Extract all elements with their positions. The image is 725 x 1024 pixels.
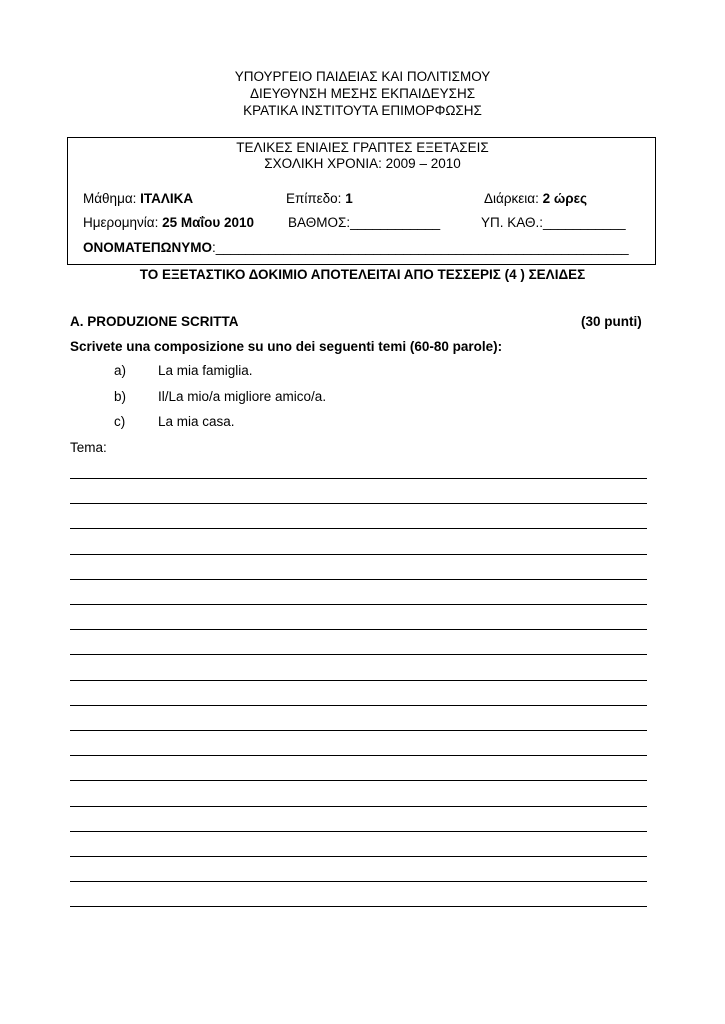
ministry-heading: ΥΠΟΥΡΓΕΙΟ ΠΑΙΔΕΙΑΣ ΚΑΙ ΠΟΛΙΤΙΣΜΟΥ <box>234 69 491 84</box>
school-year: ΣΧΟΛΙΚΗ ΧΡΟΝΙΑ: 2009 – 2010 <box>264 156 461 171</box>
answer-line <box>70 730 647 731</box>
answer-line <box>70 755 647 756</box>
answer-line <box>70 780 647 781</box>
exam-title: ΤΕΛΙΚΕΣ ΕΝΙΑΙΕΣ ΓΡΑΠΤΕΣ ΕΞΕΤΑΣΕΙΣ <box>236 140 489 155</box>
answer-line <box>70 881 647 882</box>
answer-line <box>70 705 647 706</box>
level-label: Επίπεδο: <box>286 191 346 206</box>
date-value: 25 Μαΐου 2010 <box>162 215 255 230</box>
answer-line <box>70 528 647 529</box>
answer-line <box>70 503 647 504</box>
date-field <box>83 215 254 231</box>
directorate-heading: ΔΙΕΥΘΥΝΣΗ ΜΕΣΗΣ ΕΚΠΑΙΔΕΥΣΗΣ <box>249 86 476 101</box>
subject-label: Μάθημα: <box>83 191 141 206</box>
option-letter: a) <box>114 363 127 378</box>
student-name-line: :_______________________________________________________ <box>211 240 629 255</box>
tema-label: Tema: <box>70 440 107 455</box>
answer-line <box>70 629 647 630</box>
option-text: La mia casa. <box>158 414 235 429</box>
answer-line <box>70 680 647 681</box>
duration-value: 2 ώρες <box>542 191 588 206</box>
subject-field <box>83 191 193 207</box>
answer-line <box>70 654 647 655</box>
grade-field: ΒΑΘΜΟΣ:____________ <box>288 215 441 230</box>
section-instruction: Scrivete una composizione su uno dei seguenti temi (60-80 parole): <box>70 339 503 354</box>
level-value: 1 <box>345 191 353 206</box>
answer-line <box>70 856 647 857</box>
section-points: (30 punti) <box>581 314 642 329</box>
answer-line <box>70 604 647 605</box>
answer-line <box>70 906 647 907</box>
option-letter: b) <box>114 389 127 404</box>
teacher-signature-field: ΥΠ. ΚΑΘ.:___________ <box>481 215 626 230</box>
option-text: La mia famiglia. <box>158 363 253 378</box>
answer-line <box>70 579 647 580</box>
duration-field <box>484 191 587 207</box>
institutes-heading: ΚΡΑΤΙΚΑ ΙΝΣΤΙΤΟΥΤΑ ΕΠΙΜΟΡΦΩΣΗΣ <box>243 103 482 118</box>
student-name-label: ΟΝΟΜΑΤΕΠΩΝΥΜΟ <box>83 240 212 255</box>
level-field <box>286 191 353 207</box>
option-letter: c) <box>114 414 126 429</box>
answer-line <box>70 806 647 807</box>
date-label: Ημερομηνία: <box>83 215 163 230</box>
option-text: Il/La mio/a migliore amico/a. <box>158 389 327 404</box>
pages-notice: ΤΟ ΕΞΕΤΑΣΤΙΚΟ ΔΟΚΙΜΙΟ ΑΠΟΤΕΛΕΙΤΑΙ ΑΠΟ ΤΕΣΣΕΡΙΣ (4 ) ΣΕΛΙΔΕΣ <box>139 267 586 282</box>
answer-line <box>70 554 647 555</box>
answer-line <box>70 831 647 832</box>
subject-value: ΙΤΑΛΙΚΑ <box>140 191 194 206</box>
section-title: A. PRODUZIONE SCRITTA <box>70 314 239 329</box>
answer-line <box>70 478 647 479</box>
student-name-field <box>83 240 629 256</box>
duration-label: Διάρκεια: <box>484 191 543 206</box>
